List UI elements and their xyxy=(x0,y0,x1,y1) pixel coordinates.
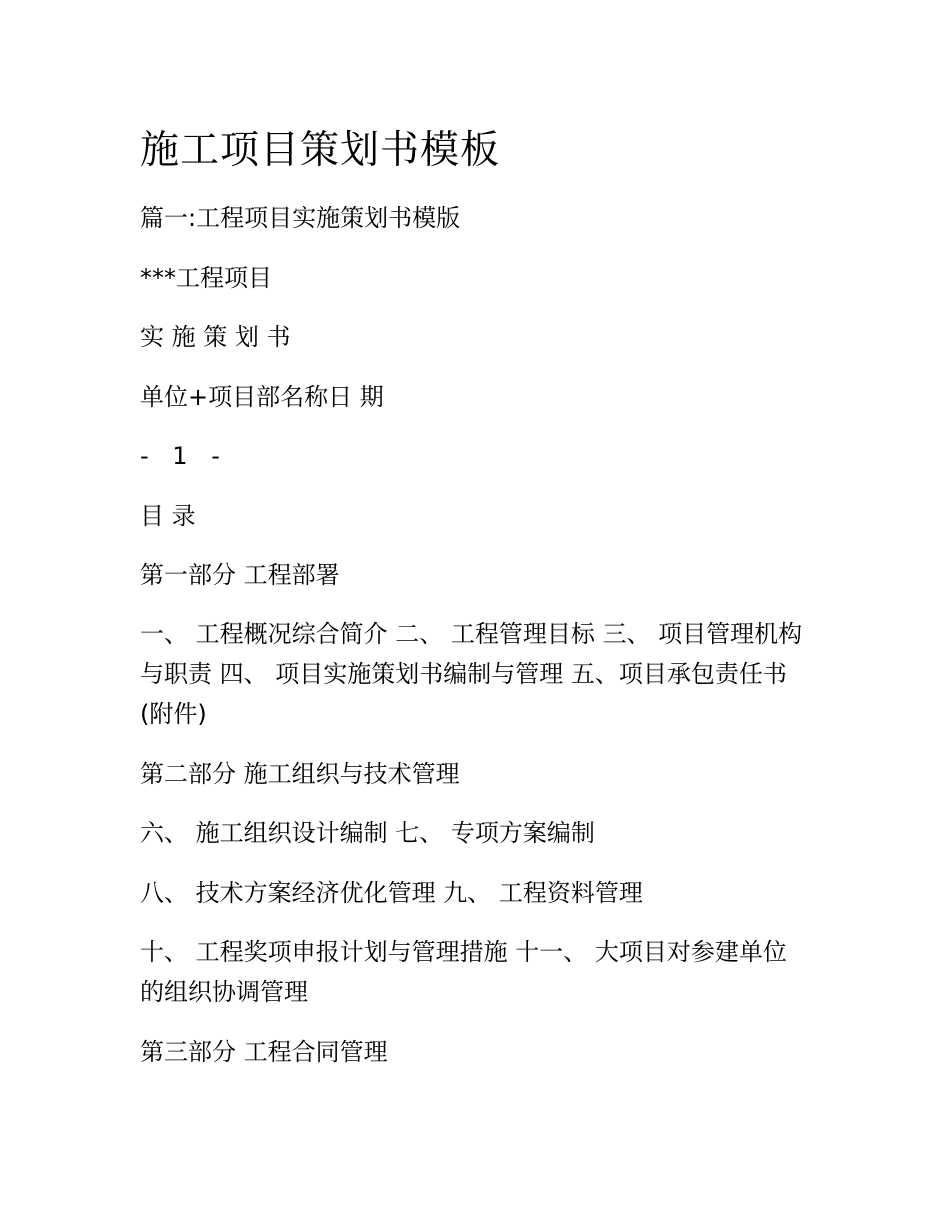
part1-items: 一、 工程概况综合简介 二、 工程管理目标 三、 项目管理机构与职责 四、 项目实施策划书编制与管理 五、项目承包责任书(附件) xyxy=(140,620,803,728)
document-title: 施工项目策划书模板 xyxy=(140,128,501,173)
unit-date-line: 单位+项目部名称日 期 xyxy=(140,383,384,411)
project-name: ***工程项目 xyxy=(140,264,272,292)
page-number: - 1 - xyxy=(140,442,228,470)
part2-items-line3: 十、 工程奖项申报计划与管理措施 十一、 大项目对参建单位的组织协调管理 xyxy=(140,938,787,1006)
part3-heading: 第三部分 工程合同管理 xyxy=(140,1038,388,1066)
part1-heading: 第一部分 工程部署 xyxy=(140,561,340,589)
plan-title: 实 施 策 划 书 xyxy=(140,323,291,351)
part2-items-line1: 六、 施工组织设计编制 七、 专项方案编制 xyxy=(140,819,595,847)
section-heading: 篇一:工程项目实施策划书模版 xyxy=(140,204,461,232)
part2-items-line2: 八、 技术方案经济优化管理 九、 工程资料管理 xyxy=(140,879,643,907)
part2-heading: 第二部分 施工组织与技术管理 xyxy=(140,760,460,788)
toc-heading: 目 录 xyxy=(140,502,196,530)
